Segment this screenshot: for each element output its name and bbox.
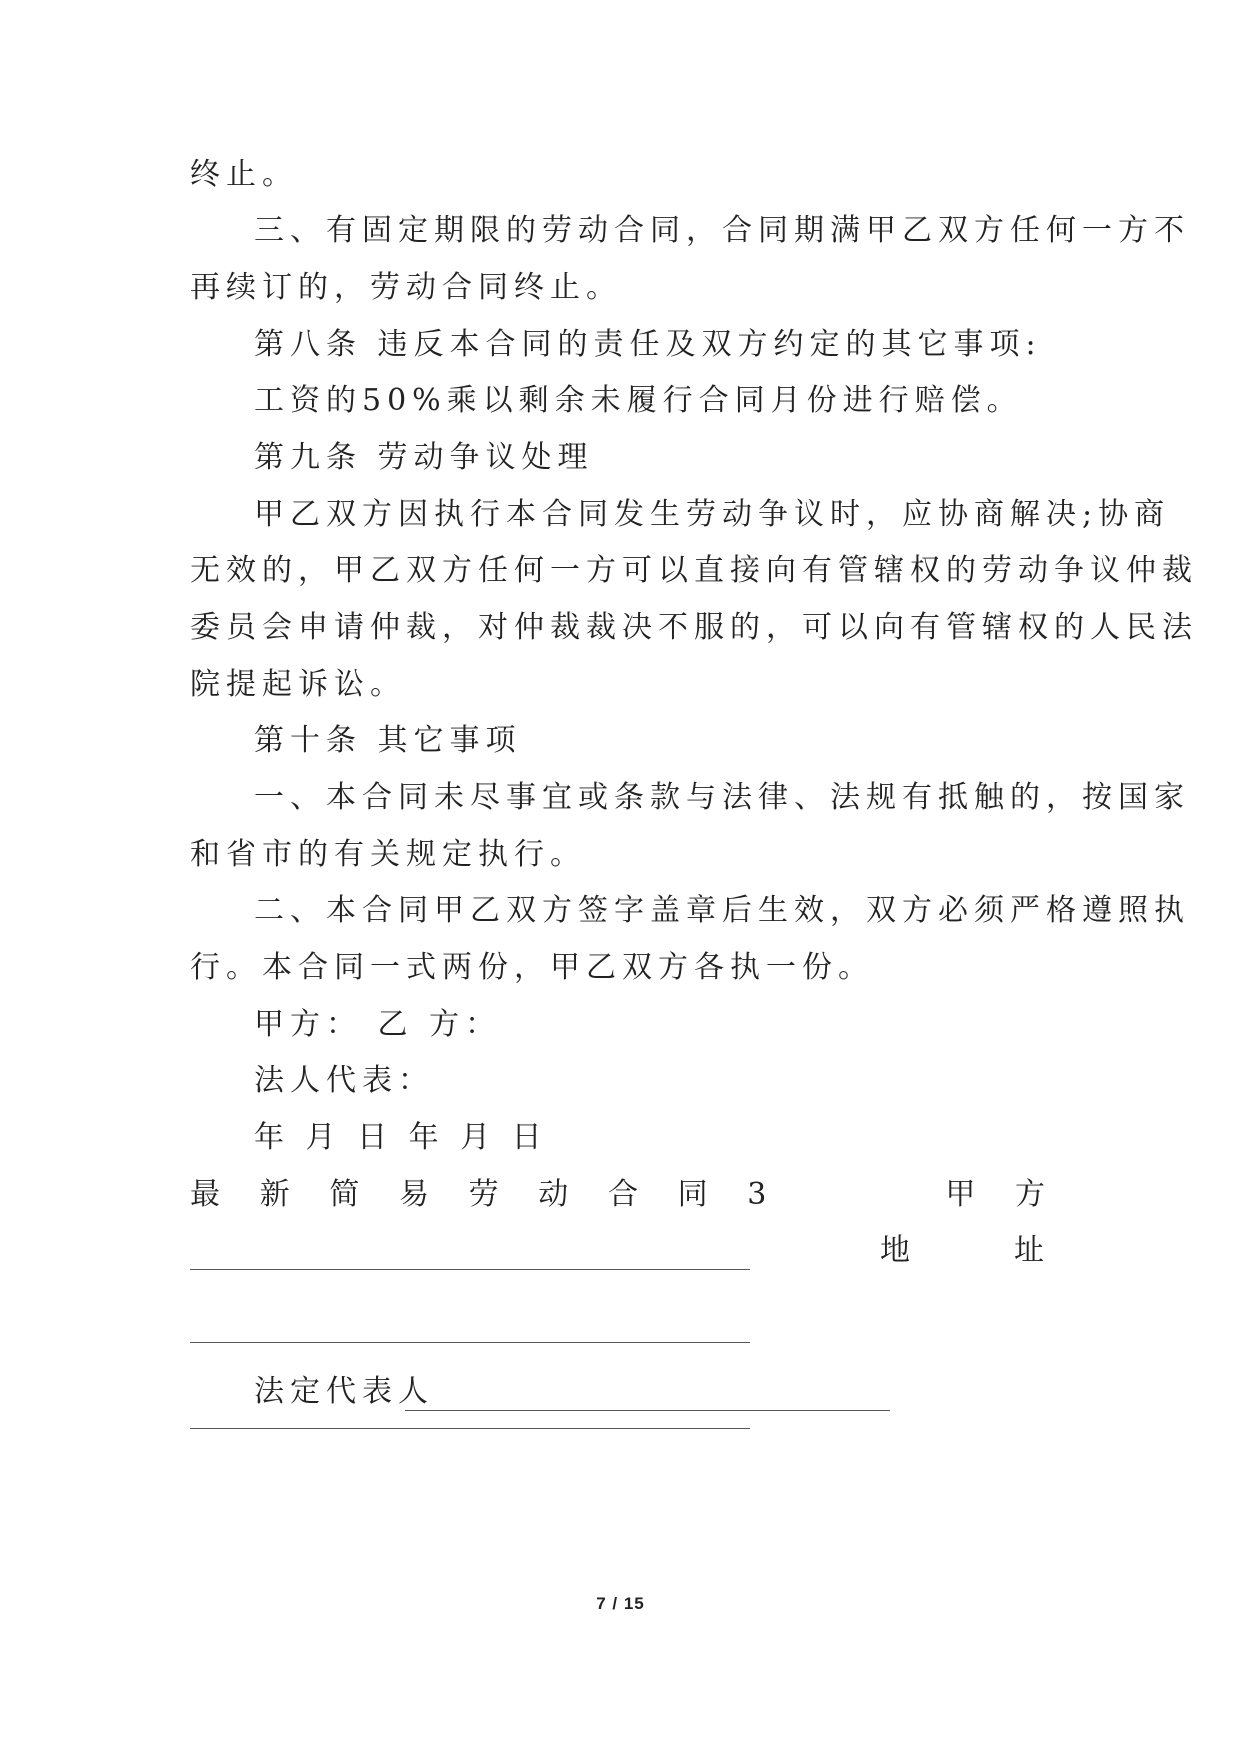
legal-rep-label: 法定代表人 (254, 1374, 434, 1409)
paragraph-line: 行。本合同一式两份，甲乙双方各执一份。 (190, 950, 874, 985)
address-blank-line (190, 1342, 750, 1343)
paragraph-line: 三、有固定期限的劳动合同，合同期满甲乙双方任何一方不 (254, 213, 1190, 248)
title-char: 新 (259, 1177, 290, 1212)
title-char: 易 (398, 1177, 429, 1212)
party-a-char: 甲 (945, 1177, 976, 1212)
title-char: 3 (747, 1177, 767, 1212)
paragraph-line: 无效的，甲乙双方任何一方可以直接向有管辖权的劳动争议仲裁 (190, 553, 1198, 588)
address-char: 地 (880, 1233, 916, 1268)
article-heading: 第九条 劳动争议处理 (254, 440, 594, 475)
paragraph-line: 二、本合同甲乙双方签字盖章后生效，双方必须严格遵照执 (254, 893, 1190, 928)
date-line: 年 月 日 年 月 日 (254, 1120, 548, 1155)
paragraph-line: 甲乙双方因执行本合同发生劳动争议时，应协商解决;协商 (254, 497, 1171, 532)
paragraph-line: 终止。 (190, 157, 298, 192)
article-heading: 第八条 违反本合同的责任及双方约定的其它事项: (254, 327, 1042, 362)
contract-title-line (190, 1175, 1045, 1215)
address-char: 址 (1014, 1233, 1050, 1268)
underline-blank (190, 1269, 750, 1270)
page-number: 7 / 15 (596, 1594, 645, 1613)
paragraph-line: 院提起诉讼。 (190, 667, 406, 702)
party-a-blank-line (190, 1428, 750, 1429)
title-char: 合 (607, 1177, 638, 1212)
paragraph-line: 再续订的，劳动合同终止。 (190, 270, 622, 305)
paragraph-line: 一、本合同未尽事宜或条款与法律、法规有抵触的，按国家 (254, 780, 1190, 815)
paragraph-line: 和省市的有关规定执行。 (190, 837, 586, 872)
title-char: 简 (329, 1177, 360, 1212)
party-a-char: 方 (1014, 1177, 1045, 1212)
title-char: 最 (190, 1177, 220, 1212)
paragraph-line: 工资的50%乘以剩余未履行合同月份进行赔偿。 (254, 383, 1023, 418)
spacer (806, 1175, 836, 1215)
legal-representative-line: 法人代表： (254, 1063, 434, 1098)
title-char: 劳 (468, 1177, 499, 1212)
legal-rep-blank-line (405, 1410, 890, 1411)
article-heading: 第十条 其它事项 (254, 723, 522, 758)
title-char: 同 (677, 1177, 708, 1212)
spacer (876, 1175, 906, 1215)
paragraph-line: 委员会申请仲裁，对仲裁裁决不服的，可以向有管辖权的人民法 (190, 610, 1198, 645)
title-char: 动 (538, 1177, 569, 1212)
signature-parties: 甲方： 乙 方： (254, 1007, 502, 1042)
